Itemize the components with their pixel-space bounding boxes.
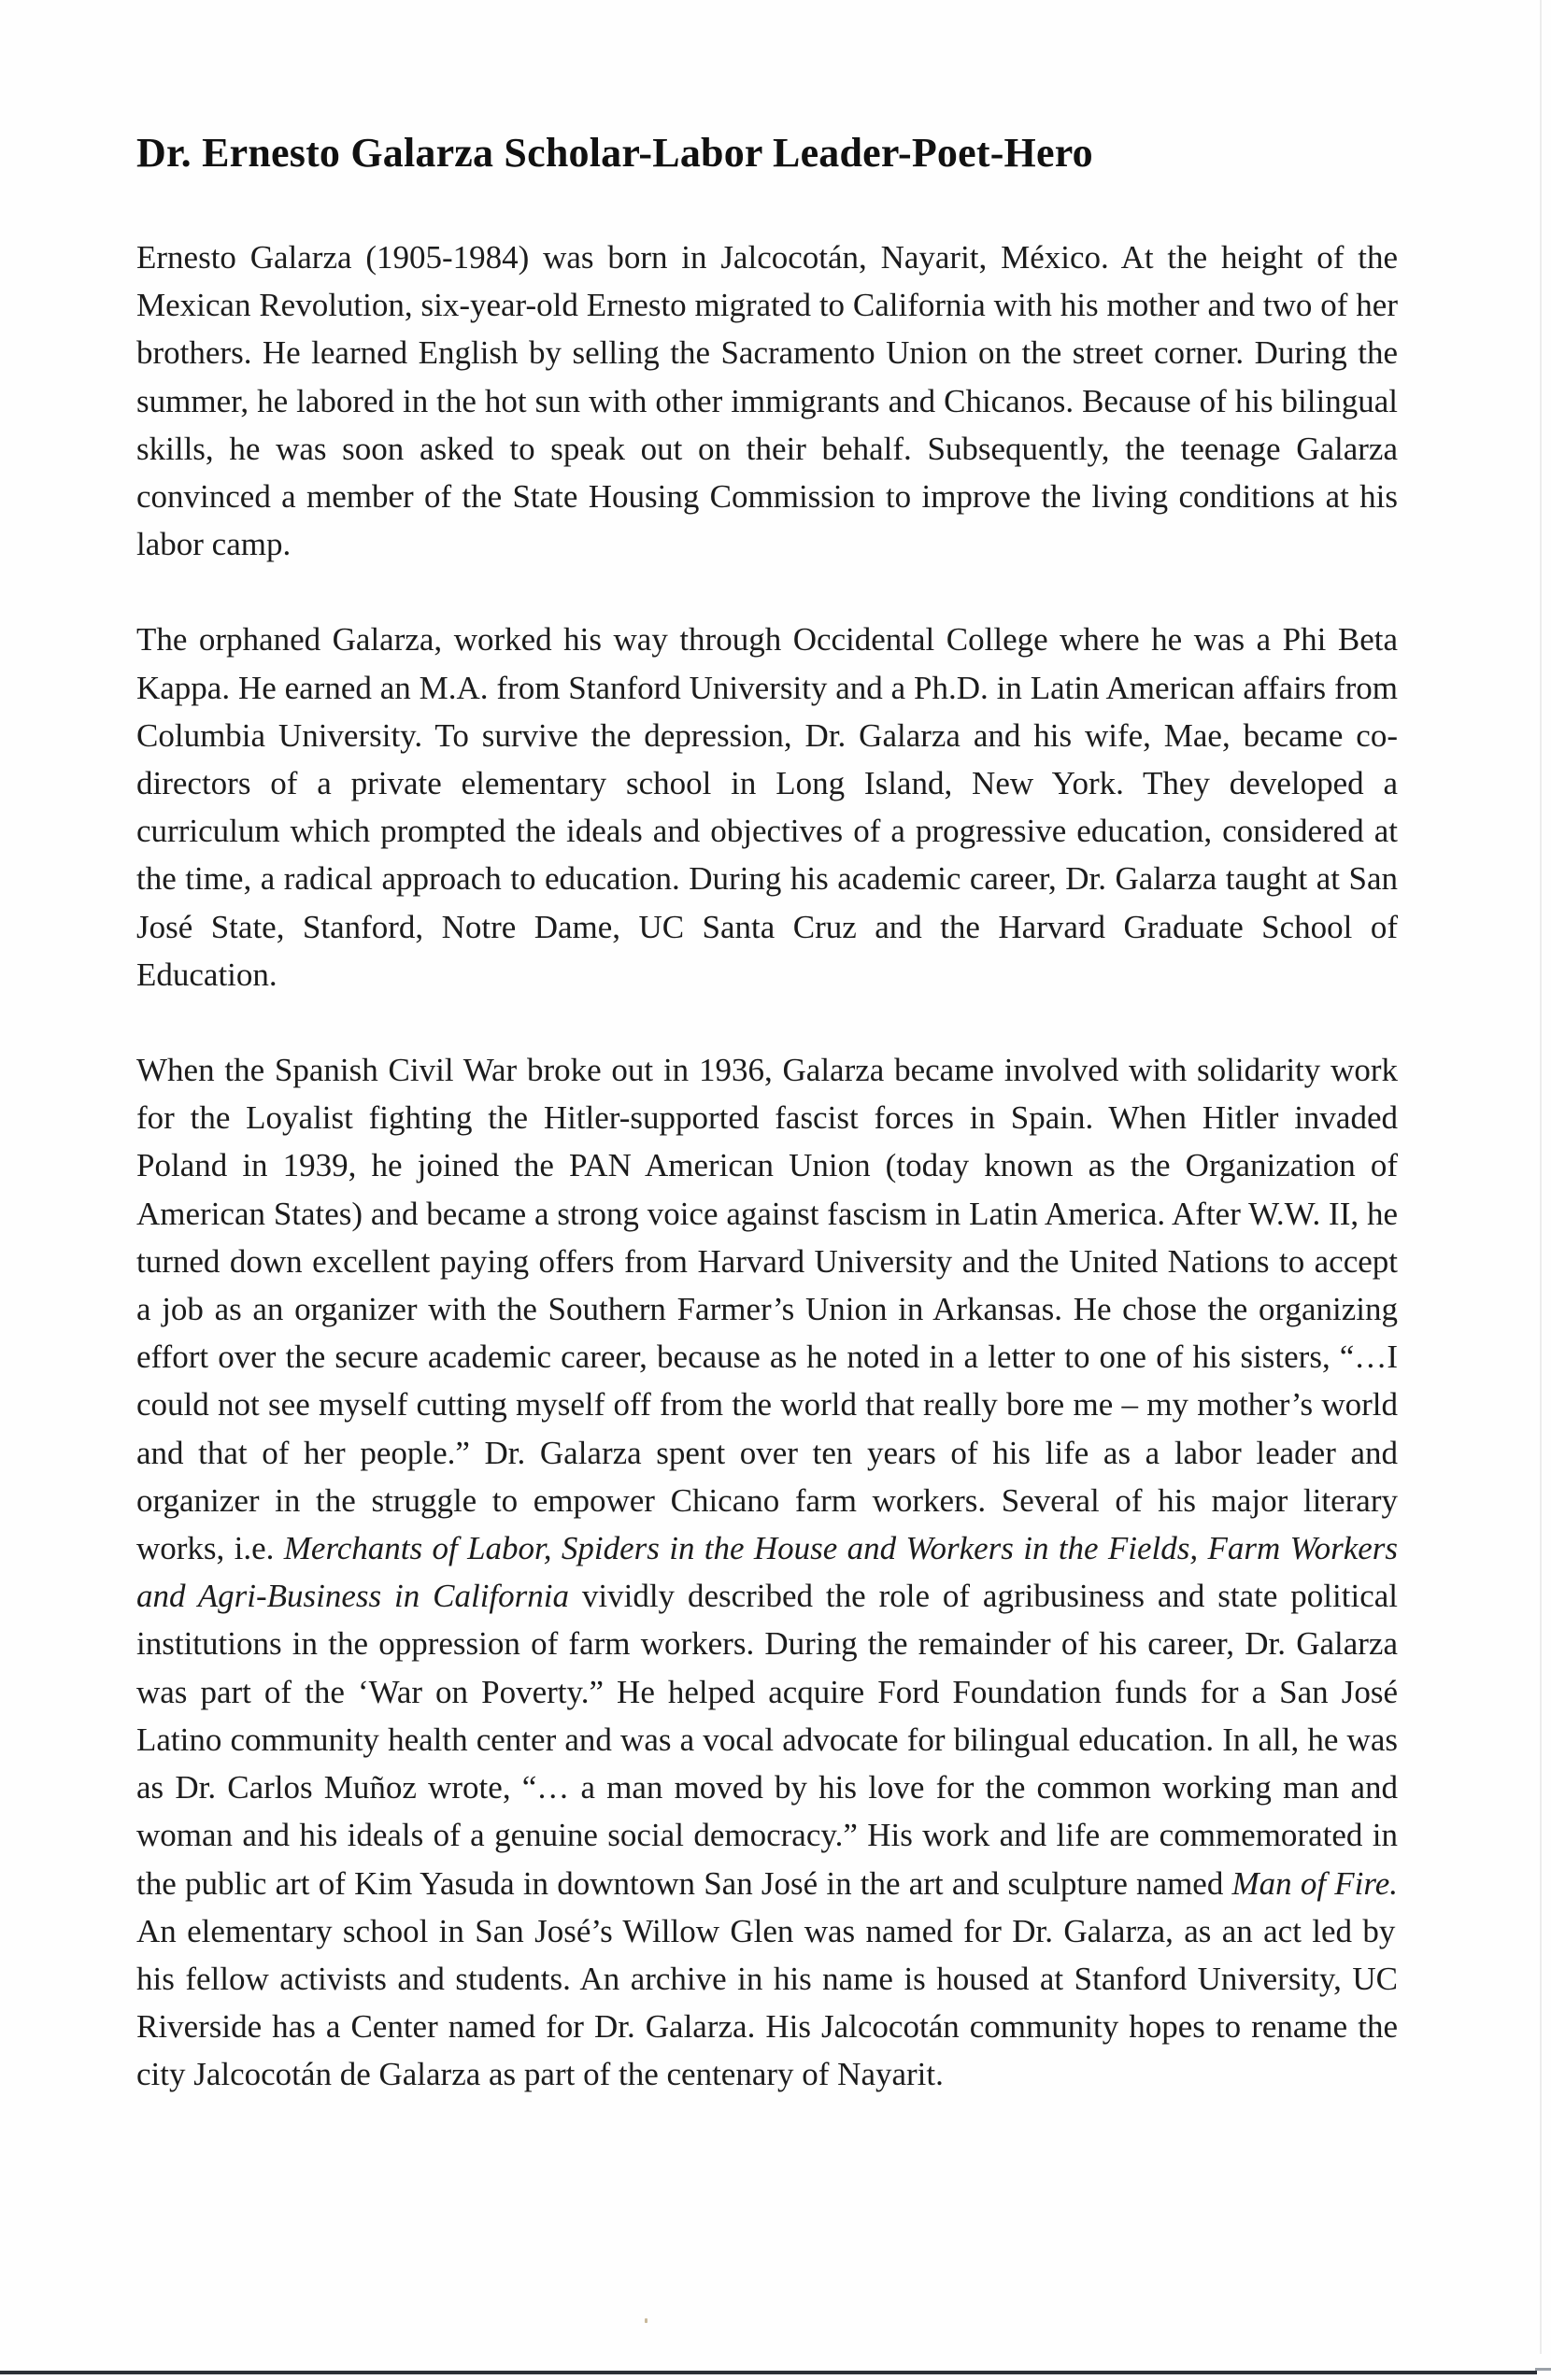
document-title: Dr. Ernesto Galarza Scholar-Labor Leader-Poet-Hero [136, 130, 1093, 176]
page-right-edge [1540, 0, 1542, 2354]
page-bottom-edge [0, 2371, 1537, 2374]
document-content [136, 129, 1398, 2099]
document-body [136, 234, 1398, 2099]
paragraph-text: An elementary school in San José’s Willow Glen was named for Dr. Galarza, as an act led by his fellow activists and students. An archive in his name is housed at Stanford University, UC Riverside has a Center named for Dr. Galarza. His Jalcocotán community hopes to rename the city Jalcocotán de Galarza as part of the centenary of Nayarit. [136, 1912, 1398, 2093]
paragraph-text: Ernesto Galarza (1905-1984) was born in Jalcocotán, Nayarit, México. At the height of the Mexican Revolution, six-year-old Ernesto migrated to California with his mother and two of her brothers. He learned English by selling the Sacramento Union on the street corner. During the summer, he labored in the hot sun with other immigrants and Chicanos. Because of his bilingual skills, he was soon asked to speak out on their behalf. Subsequently, the teenage Galarza convinced a member of the State Housing Commission to improve the living conditions at his labor camp. [136, 239, 1398, 563]
artwork-title-italic: Man of Fire. [1231, 1864, 1398, 1902]
paragraph-activism [136, 1046, 1398, 2098]
book-titles-italic: Merchants of Labor, Spiders in the House and Workers in the Fields, Farm Workers and Agri-Business in California [136, 1530, 1398, 1615]
paragraph-education [136, 616, 1398, 999]
paragraph-text: The orphaned Galarza, worked his way through Occidental College where he was a Phi Beta Kappa. He earned an M.A. from Stanford University and a Ph.D. in Latin American affairs from Columbia University. To survive the depression, Dr. Galarza and his wife, Mae, became co-directors of a private elementary school in Long Island, New York. They developed a curriculum which prompted the ideals and objectives of a progressive education, considered at the time, a radical approach to education. During his academic career, Dr. Galarza taught at San José State, Stanford, Notre Dame, UC Santa Cruz and the Harvard Graduate School of Education. [136, 621, 1398, 993]
scan-speck [645, 2318, 647, 2323]
paragraph-early-life [136, 234, 1398, 568]
page-bottom-edge-tail [1535, 2368, 1551, 2371]
paragraph-text: vividly described the role of agribusiness and state political institutions in the oppression of farm workers. During the remainder of his career, Dr. Galarza was part of the ‘War on Poverty.” He helped acquire Ford Foundation funds for a San José Latino community health center and was a vocal advocate for bilingual education. In all, he was as Dr. Carlos Muñoz wrote, “… a man moved by his love for the common working man and woman and his ideals of a genuine social democracy.” His work and life are commemorated in the public art of Kim Yasuda in downtown San José in the art and sculpture named [136, 1578, 1398, 1902]
paragraph-text: When the Spanish Civil War broke out in 1936, Galarza became involved with solidarity work for the Loyalist fighting the Hitler-supported fascist forces in Spain. When Hitler invaded Poland in 1939, he joined the PAN American Union (today known as the Organization of American States) and became a strong voice against fascism in Latin America. After W.W. II, he turned down excellent paying offers from Harvard University and the United Nations to accept a job as an organizer with the Southern Farmer’s Union in Arkansas. He chose the organizing effort over the secure academic career, because as he noted in a letter to one of his sisters, “…I could not see myself cutting myself off from the world that really bore me – my mother’s world and that of her people.” Dr. Galarza spent over ten years of his life as a labor leader and organizer in the struggle to empower Chicano farm workers. Several of his major literary works, i.e. [136, 1052, 1398, 1567]
